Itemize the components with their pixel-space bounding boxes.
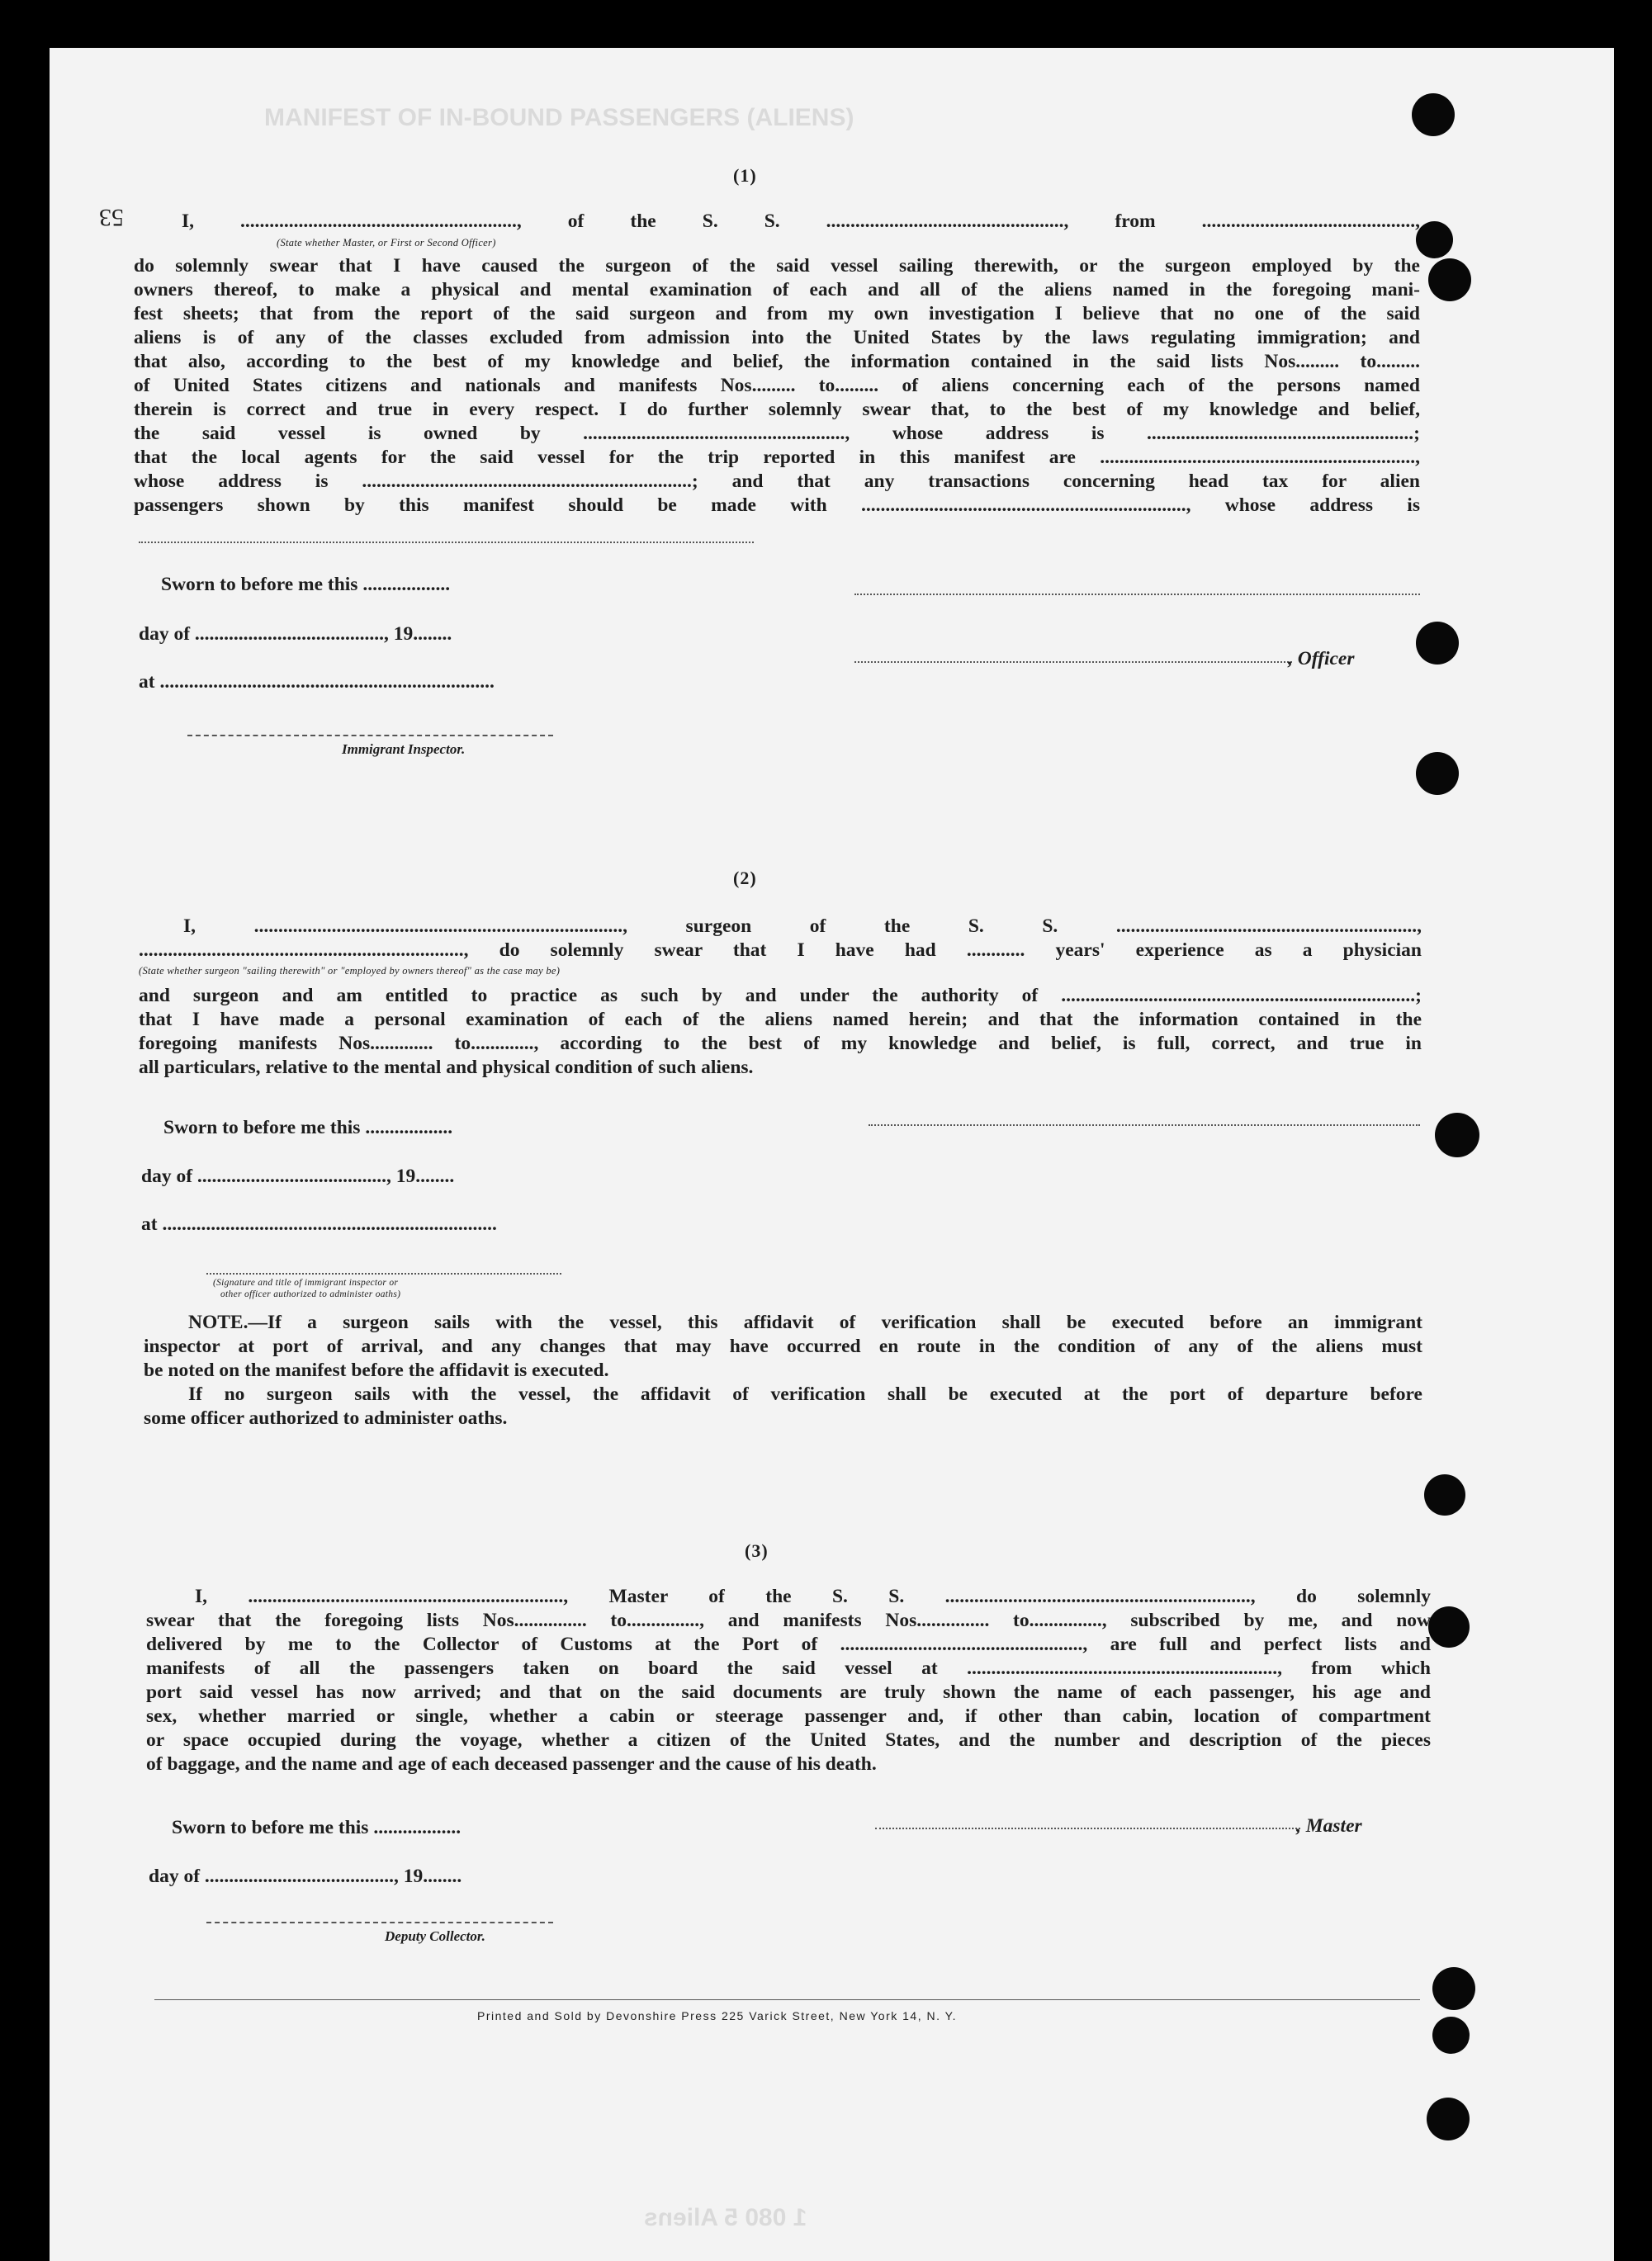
section-2-day: day of ......................................., 19........ (141, 1166, 455, 1187)
section-2-at: at ..................................................................... (141, 1213, 497, 1235)
punch-hole (1432, 2017, 1470, 2054)
punch-hole (1416, 622, 1459, 665)
section-1-line-12: passengers shown by this manifest should be made with ..................................................................., whose address is (134, 494, 1420, 516)
punch-hole (1424, 1474, 1465, 1516)
punch-hole (1435, 1113, 1479, 1157)
printer-imprint: Printed and Sold by Devonshire Press 225 Varick Street, New York 14, N. Y. (477, 2009, 958, 2022)
section-1-inspector-line (187, 735, 553, 736)
section-3-line-7: or space occupied during the voyage, whether a citizen of the United States, and the number and description of the pieces (146, 1729, 1431, 1751)
bleed-through-footer: 1 080 5 Aliens (644, 2204, 807, 2231)
note-line-5: some officer authorized to administer oaths. (144, 1407, 508, 1429)
section-1-line-3: owners thereof, to make a physical and mental examination of each and all of the aliens named in the foregoing mani- (134, 279, 1420, 300)
section-1-officer-label: , Officer (1288, 648, 1355, 669)
section-1-line-9: the said vessel is owned by ......................................................, whose address is .......................................................; (134, 423, 1420, 444)
section-1-line-11: whose address is ....................................................................; and that any transactions concerning head tax for alien (134, 471, 1420, 492)
note-line-2: inspector at port of arrival, and any changes that may have occurred en route in the condition of any of the aliens must (144, 1336, 1422, 1357)
section-1-rank-caption: (State whether Master, or First or Second Officer) (277, 237, 496, 248)
section-1-officer-line (854, 661, 1292, 663)
section-2-line-6: all particulars, relative to the mental and physical condition of such aliens. (139, 1057, 754, 1078)
section-3-master-line (875, 1828, 1300, 1829)
section-2-number: (2) (733, 868, 757, 888)
section-1-line-5: aliens is of any of the classes excluded from admission into the United States by the laws regulating immigration; and (134, 327, 1420, 348)
punch-hole (1428, 258, 1471, 301)
margin-note: 53 (99, 204, 124, 231)
section-3-line-6: sex, whether married or single, whether a cabin or steerage passenger and, if other than cabin, location of compartment (146, 1705, 1431, 1727)
section-2-line-1: I, ............................................................................, surgeon of the S. S. .............................................................., (183, 915, 1422, 937)
section-3-line-4: manifests of all the passengers taken on board the said vessel at ................................................................, from which (146, 1658, 1431, 1679)
punch-hole (1432, 1967, 1475, 2010)
section-2-signature-caption-1: (Signature and title of immigrant inspector or (213, 1278, 399, 1288)
punch-hole (1416, 752, 1459, 795)
section-1-line-6: that also, according to the best of my knowledge and belief, the information contained in the said lists Nos......... to......... (134, 351, 1420, 372)
section-1-line-2: do solemnly swear that I have caused the surgeon of the said vessel sailing therewith, or the surgeon employed by the (134, 255, 1420, 277)
section-3-collector-line (206, 1922, 553, 1923)
address-continuation-rule (139, 542, 754, 543)
section-1-at: at ..................................................................... (139, 671, 495, 693)
section-3-line-2: swear that the foregoing lists Nos............... to..............., and manifests Nos............... to..............., subscribed by me, and now (146, 1610, 1431, 1631)
punch-hole (1428, 1606, 1470, 1648)
section-1-line-4: fest sheets; that from the report of the said surgeon and from my own investigation I believe that no one of the said (134, 303, 1420, 324)
section-3-line-1: I, ................................................................., Master of the S. S. ..............................................................., do solemnly (195, 1586, 1431, 1607)
section-2-surgeon-caption: (State whether surgeon "sailing therewith" or "employed by owners thereof" as the case may be) (139, 965, 561, 977)
section-3-master-label: , Master (1296, 1815, 1362, 1837)
section-1-day: day of ......................................., 19........ (139, 623, 452, 645)
section-2-line-3: and surgeon and am entitled to practice as such by and under the authority of .........................................................................; (139, 985, 1422, 1006)
section-2-officer-line (206, 1273, 561, 1275)
section-3-day: day of ......................................., 19........ (149, 1866, 462, 1887)
section-3-number: (3) (745, 1540, 769, 1561)
section-3-sworn: Sworn to before me this .................. (172, 1817, 462, 1838)
bleed-through-title: MANIFEST OF IN-BOUND PASSENGERS (ALIENS) (264, 104, 854, 131)
note-line-1: NOTE.—If a surgeon sails with the vessel, this affidavit of verification shall be executed before an immigrant (188, 1312, 1422, 1333)
section-1-number: (1) (733, 165, 757, 186)
section-1-line-8: therein is correct and true in every respect. I do further solemnly swear that, to the best of my knowledge and belief, (134, 399, 1420, 420)
section-3-line-5: port said vessel has now arrived; and that on the said documents are truly shown the name of each passenger, his age and (146, 1682, 1431, 1703)
section-2-line-4: that I have made a personal examination of each of the aliens named herein; and that the information contained in the (139, 1009, 1422, 1030)
punch-hole (1416, 221, 1453, 258)
note-line-3: be noted on the manifest before the affidavit is executed. (144, 1360, 609, 1381)
section-1-sworn: Sworn to before me this .................. (161, 574, 451, 595)
punch-hole (1412, 93, 1455, 136)
section-3-line-3: delivered by me to the Collector of Customs at the Port of .................................................., are full and perfect lists and (146, 1634, 1431, 1655)
punch-hole (1427, 2098, 1470, 2140)
section-3-line-8: of baggage, and the name and age of each deceased passenger and the cause of his death. (146, 1753, 877, 1775)
note-line-4: If no surgeon sails with the vessel, the affidavit of verification shall be executed at the port of departure before (188, 1384, 1422, 1405)
section-2-signature-caption-2: other officer authorized to administer oaths) (220, 1289, 401, 1299)
section-1-signature-line (854, 594, 1420, 595)
section-1-line-7: of United States citizens and nationals and manifests Nos......... to......... of aliens concerning each of the persons named (134, 375, 1420, 396)
section-2-line-2: ..................................................................., do solemnly swear that I have had ............ years' experience as a physician (139, 939, 1422, 961)
footer-rule (154, 1999, 1420, 2000)
section-1-line-10: that the local agents for the said vessel for the trip reported in this manifest are ................................................................., (134, 447, 1420, 468)
manifest-page (50, 48, 1614, 2261)
section-1-line-1: I, ........................................................., of the S. S. ................................................., from ............................................, (182, 210, 1420, 232)
section-1-inspector-label: Immigrant Inspector. (342, 741, 466, 757)
section-2-sworn: Sworn to before me this .................. (163, 1117, 453, 1138)
section-3-collector-label: Deputy Collector. (385, 1928, 485, 1944)
section-2-signature-line (869, 1124, 1420, 1126)
section-2-line-5: foregoing manifests Nos............. to............., according to the best of my knowledge and belief, is full, correct, and true in (139, 1033, 1422, 1054)
